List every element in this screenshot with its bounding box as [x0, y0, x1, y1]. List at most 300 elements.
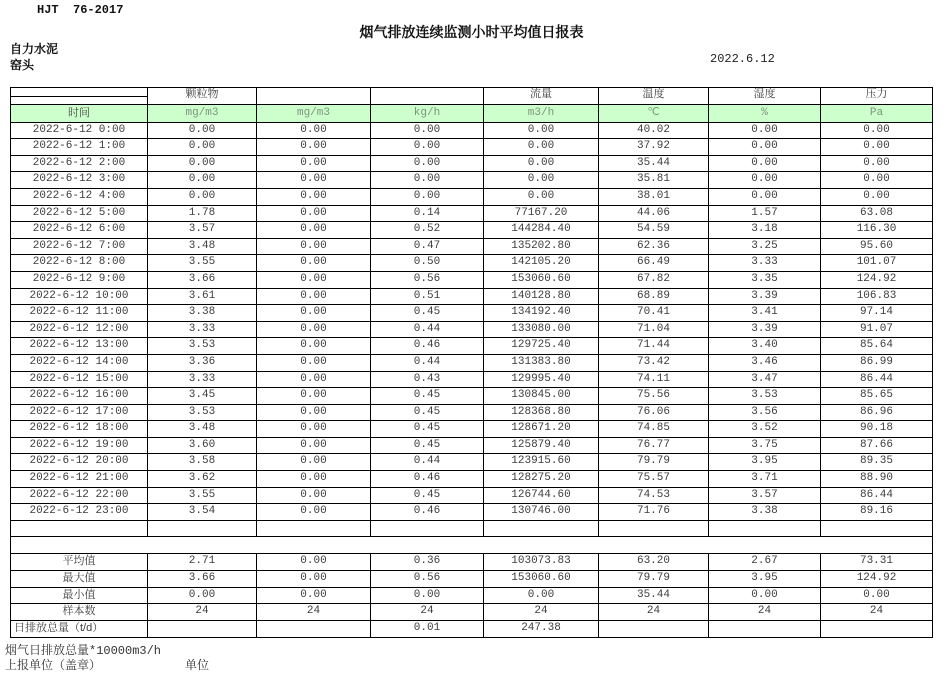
- value-cell: 3.52: [709, 421, 821, 438]
- value-cell: 89.35: [821, 454, 933, 471]
- table-row: [11, 504, 933, 521]
- value-cell: 0.45: [371, 421, 484, 438]
- value-cell: 3.18: [709, 222, 821, 239]
- value-cell: 88.90: [821, 471, 933, 488]
- value-cell: 3.40: [709, 338, 821, 355]
- value-cell: 62.36: [599, 238, 709, 255]
- value-cell: 66.49: [599, 255, 709, 272]
- time-cell: 2022-6-12 23:00: [11, 504, 148, 521]
- time-cell: 2022-6-12 5:00: [11, 205, 148, 222]
- value-cell: 3.48: [148, 238, 257, 255]
- value-cell: 0.00: [821, 122, 933, 139]
- value-cell: 67.82: [599, 271, 709, 288]
- value-cell: 129995.40: [484, 371, 599, 388]
- monitoring-table: [10, 87, 933, 638]
- value-cell: 0.52: [371, 222, 484, 239]
- value-cell: 0.00: [371, 122, 484, 139]
- value-cell: 0.00: [821, 188, 933, 205]
- value-cell: 0.43: [371, 371, 484, 388]
- summary-value-cell: [257, 621, 371, 638]
- value-cell: 0.00: [148, 122, 257, 139]
- value-cell: 71.44: [599, 338, 709, 355]
- summary-value-cell: 0.00: [257, 587, 371, 604]
- value-cell: 3.25: [709, 238, 821, 255]
- value-cell: 3.36: [148, 354, 257, 371]
- report-date: 2022.6.12: [710, 52, 775, 66]
- value-cell: 3.45: [148, 388, 257, 405]
- time-cell: 2022-6-12 21:00: [11, 471, 148, 488]
- time-cell: 2022-6-12 15:00: [11, 371, 148, 388]
- value-cell: 0.00: [484, 139, 599, 156]
- table-row: [11, 471, 933, 488]
- empty-cell: [709, 520, 821, 537]
- group-header-cell: 湿度: [709, 88, 821, 105]
- unit-cell: mg/m3: [257, 104, 371, 122]
- value-cell: 0.00: [257, 122, 371, 139]
- summary-value-cell: 124.92: [821, 570, 933, 587]
- value-cell: 123915.60: [484, 454, 599, 471]
- value-cell: 0.14: [371, 205, 484, 222]
- value-cell: 3.39: [709, 288, 821, 305]
- value-cell: 133080.00: [484, 321, 599, 338]
- value-cell: 79.79: [599, 454, 709, 471]
- value-cell: 0.00: [148, 155, 257, 172]
- table-row: [11, 238, 933, 255]
- value-cell: 0.00: [484, 155, 599, 172]
- summary-value-cell: 24: [371, 604, 484, 621]
- summary-value-cell: 0.00: [821, 587, 933, 604]
- value-cell: 3.57: [709, 487, 821, 504]
- unit-label: 单位: [185, 658, 210, 672]
- value-cell: 0.46: [371, 504, 484, 521]
- value-cell: 0.00: [709, 155, 821, 172]
- value-cell: 3.55: [148, 255, 257, 272]
- unit-header-row: [11, 104, 933, 122]
- value-cell: 3.71: [709, 471, 821, 488]
- value-cell: 1.57: [709, 205, 821, 222]
- time-cell: 2022-6-12 4:00: [11, 188, 148, 205]
- value-cell: 0.00: [371, 155, 484, 172]
- summary-value-cell: 153060.60: [484, 570, 599, 587]
- value-cell: 0.45: [371, 437, 484, 454]
- table-row: [11, 288, 933, 305]
- value-cell: 91.07: [821, 321, 933, 338]
- value-cell: 0.00: [257, 288, 371, 305]
- summary-value-cell: 3.66: [148, 570, 257, 587]
- value-cell: 0.00: [257, 454, 371, 471]
- summary-value-cell: 73.31: [821, 554, 933, 571]
- value-cell: 85.65: [821, 388, 933, 405]
- value-cell: 3.41: [709, 305, 821, 322]
- value-cell: 37.92: [599, 139, 709, 156]
- value-cell: 0.46: [371, 471, 484, 488]
- summary-value-cell: 247.38: [484, 621, 599, 638]
- value-cell: 0.45: [371, 487, 484, 504]
- value-cell: 38.01: [599, 188, 709, 205]
- empty-row: [11, 520, 933, 537]
- value-cell: 3.62: [148, 471, 257, 488]
- value-cell: 86.99: [821, 354, 933, 371]
- summary-value-cell: 35.44: [599, 587, 709, 604]
- value-cell: 0.00: [709, 122, 821, 139]
- table-row: [11, 122, 933, 139]
- value-cell: 153060.60: [484, 271, 599, 288]
- value-cell: 0.56: [371, 271, 484, 288]
- value-cell: 0.51: [371, 288, 484, 305]
- value-cell: 0.44: [371, 454, 484, 471]
- value-cell: 73.42: [599, 354, 709, 371]
- value-cell: 0.00: [257, 188, 371, 205]
- group-header-row: [11, 88, 933, 105]
- summary-value-cell: 0.01: [371, 621, 484, 638]
- value-cell: 3.39: [709, 321, 821, 338]
- value-cell: 129725.40: [484, 338, 599, 355]
- value-cell: 3.55: [148, 487, 257, 504]
- summary-row: [11, 570, 933, 587]
- value-cell: 71.04: [599, 321, 709, 338]
- table-row: [11, 271, 933, 288]
- value-cell: 101.07: [821, 255, 933, 272]
- value-cell: 87.66: [821, 437, 933, 454]
- doc-code: HJT 76-2017: [37, 3, 124, 17]
- table-row: [11, 487, 933, 504]
- time-cell: 2022-6-12 17:00: [11, 404, 148, 421]
- value-cell: 3.38: [709, 504, 821, 521]
- empty-cell: [11, 520, 148, 537]
- time-cell: 2022-6-12 11:00: [11, 305, 148, 322]
- company-name: 自力水泥: [10, 42, 59, 56]
- table-row: [11, 421, 933, 438]
- table-row: [11, 404, 933, 421]
- value-cell: 0.00: [257, 487, 371, 504]
- value-cell: 0.00: [257, 222, 371, 239]
- summary-label: 平均值: [11, 554, 148, 571]
- empty-cell: [821, 520, 933, 537]
- value-cell: 0.00: [148, 172, 257, 189]
- value-cell: 0.47: [371, 238, 484, 255]
- summary-value-cell: 24: [821, 604, 933, 621]
- value-cell: 75.57: [599, 471, 709, 488]
- summary-value-cell: 0.00: [709, 587, 821, 604]
- value-cell: 0.00: [257, 172, 371, 189]
- value-cell: 0.00: [257, 205, 371, 222]
- group-header-cell: [257, 88, 371, 105]
- value-cell: 128275.20: [484, 471, 599, 488]
- value-cell: 0.44: [371, 354, 484, 371]
- summary-label: 样本数: [11, 604, 148, 621]
- value-cell: 0.00: [709, 172, 821, 189]
- value-cell: 0.00: [257, 271, 371, 288]
- value-cell: 44.06: [599, 205, 709, 222]
- value-cell: 54.59: [599, 222, 709, 239]
- value-cell: 0.00: [257, 437, 371, 454]
- summary-value-cell: 103073.83: [484, 554, 599, 571]
- value-cell: 3.57: [148, 222, 257, 239]
- value-cell: 3.61: [148, 288, 257, 305]
- value-cell: 3.53: [709, 388, 821, 405]
- value-cell: 3.66: [148, 271, 257, 288]
- value-cell: 126744.60: [484, 487, 599, 504]
- value-cell: 128368.80: [484, 404, 599, 421]
- value-cell: 86.96: [821, 404, 933, 421]
- table-row: [11, 188, 933, 205]
- value-cell: 3.46: [709, 354, 821, 371]
- time-cell: 2022-6-12 10:00: [11, 288, 148, 305]
- summary-row: [11, 554, 933, 571]
- time-cell: 2022-6-12 1:00: [11, 139, 148, 156]
- value-cell: 85.64: [821, 338, 933, 355]
- unit-cell: ℃: [599, 104, 709, 122]
- value-cell: 0.00: [821, 139, 933, 156]
- summary-value-cell: [709, 621, 821, 638]
- value-cell: 0.45: [371, 388, 484, 405]
- value-cell: 3.33: [148, 371, 257, 388]
- table-row: [11, 338, 933, 355]
- empty-cell: [371, 520, 484, 537]
- value-cell: 0.50: [371, 255, 484, 272]
- header-divider-line: [11, 96, 147, 97]
- value-cell: 135202.80: [484, 238, 599, 255]
- summary-row: [11, 587, 933, 604]
- group-header-cell: [11, 88, 148, 105]
- value-cell: 3.35: [709, 271, 821, 288]
- value-cell: 35.81: [599, 172, 709, 189]
- time-cell: 2022-6-12 13:00: [11, 338, 148, 355]
- table-row: [11, 305, 933, 322]
- value-cell: 89.16: [821, 504, 933, 521]
- value-cell: 97.14: [821, 305, 933, 322]
- time-cell: 2022-6-12 18:00: [11, 421, 148, 438]
- time-cell: 2022-6-12 3:00: [11, 172, 148, 189]
- summary-value-cell: 24: [599, 604, 709, 621]
- value-cell: 140128.80: [484, 288, 599, 305]
- value-cell: 3.60: [148, 437, 257, 454]
- value-cell: 76.06: [599, 404, 709, 421]
- time-cell: 2022-6-12 2:00: [11, 155, 148, 172]
- summary-value-cell: [821, 621, 933, 638]
- value-cell: 3.33: [709, 255, 821, 272]
- value-cell: 0.00: [257, 305, 371, 322]
- value-cell: 0.45: [371, 404, 484, 421]
- table-row: [11, 321, 933, 338]
- report-unit-label: 上报单位（盖章）: [5, 658, 102, 672]
- time-cell: 2022-6-12 7:00: [11, 238, 148, 255]
- empty-cell: [257, 520, 371, 537]
- unit-cell: %: [709, 104, 821, 122]
- value-cell: 86.44: [821, 371, 933, 388]
- summary-value-cell: 24: [257, 604, 371, 621]
- table-row: [11, 437, 933, 454]
- group-header-cell: 颗粒物: [148, 88, 257, 105]
- empty-cell: [599, 520, 709, 537]
- value-cell: 3.33: [148, 321, 257, 338]
- time-cell: 2022-6-12 20:00: [11, 454, 148, 471]
- summary-label: 日排放总量（t/d）: [11, 621, 148, 638]
- empty-cell: [484, 520, 599, 537]
- value-cell: 116.30: [821, 222, 933, 239]
- value-cell: 3.48: [148, 421, 257, 438]
- summary-row: [11, 604, 933, 621]
- table-row: [11, 454, 933, 471]
- value-cell: 86.44: [821, 487, 933, 504]
- value-cell: 0.00: [709, 139, 821, 156]
- table-row: [11, 155, 933, 172]
- group-header-cell: [371, 88, 484, 105]
- value-cell: 0.00: [709, 188, 821, 205]
- time-cell: 2022-6-12 12:00: [11, 321, 148, 338]
- value-cell: 0.00: [484, 188, 599, 205]
- spacer-row: [11, 537, 933, 554]
- value-cell: 74.11: [599, 371, 709, 388]
- group-header-cell: 压力: [821, 88, 933, 105]
- value-cell: 74.53: [599, 487, 709, 504]
- summary-value-cell: 3.95: [709, 570, 821, 587]
- time-cell: 2022-6-12 19:00: [11, 437, 148, 454]
- value-cell: 106.83: [821, 288, 933, 305]
- value-cell: 0.00: [484, 122, 599, 139]
- table-row: [11, 222, 933, 239]
- value-cell: 35.44: [599, 155, 709, 172]
- value-cell: 40.02: [599, 122, 709, 139]
- value-cell: 74.85: [599, 421, 709, 438]
- summary-value-cell: 0.00: [484, 587, 599, 604]
- value-cell: 1.78: [148, 205, 257, 222]
- summary-value-cell: 24: [148, 604, 257, 621]
- summary-value-cell: 0.00: [257, 570, 371, 587]
- spacer-cell: [11, 537, 933, 554]
- value-cell: 0.00: [257, 421, 371, 438]
- value-cell: 0.00: [821, 155, 933, 172]
- value-cell: 0.00: [371, 172, 484, 189]
- value-cell: 0.45: [371, 305, 484, 322]
- station-name: 窑头: [10, 58, 35, 72]
- value-cell: 130845.00: [484, 388, 599, 405]
- summary-value-cell: 0.36: [371, 554, 484, 571]
- time-cell: 2022-6-12 22:00: [11, 487, 148, 504]
- value-cell: 0.00: [257, 354, 371, 371]
- value-cell: 3.95: [709, 454, 821, 471]
- table-row: [11, 388, 933, 405]
- time-cell: 2022-6-12 9:00: [11, 271, 148, 288]
- value-cell: 3.56: [709, 404, 821, 421]
- value-cell: 0.00: [257, 371, 371, 388]
- group-header-cell: 流量: [484, 88, 599, 105]
- time-cell: 2022-6-12 6:00: [11, 222, 148, 239]
- value-cell: 77167.20: [484, 205, 599, 222]
- value-cell: 0.00: [371, 139, 484, 156]
- value-cell: 70.41: [599, 305, 709, 322]
- value-cell: 95.60: [821, 238, 933, 255]
- footer-note: 烟气日排放总量*10000m3/h: [5, 644, 162, 658]
- value-cell: 125879.40: [484, 437, 599, 454]
- summary-value-cell: [599, 621, 709, 638]
- value-cell: 3.54: [148, 504, 257, 521]
- value-cell: 0.00: [257, 404, 371, 421]
- value-cell: 144284.40: [484, 222, 599, 239]
- table-row: [11, 172, 933, 189]
- summary-value-cell: 0.00: [371, 587, 484, 604]
- value-cell: 0.00: [257, 471, 371, 488]
- empty-cell: [148, 520, 257, 537]
- time-cell: 2022-6-12 16:00: [11, 388, 148, 405]
- value-cell: 130746.00: [484, 504, 599, 521]
- summary-value-cell: 24: [484, 604, 599, 621]
- value-cell: 68.89: [599, 288, 709, 305]
- value-cell: 63.08: [821, 205, 933, 222]
- value-cell: 0.00: [148, 139, 257, 156]
- value-cell: 0.00: [371, 188, 484, 205]
- value-cell: 0.44: [371, 321, 484, 338]
- unit-cell: mg/m3: [148, 104, 257, 122]
- summary-value-cell: 0.00: [257, 554, 371, 571]
- table-row: [11, 371, 933, 388]
- value-cell: 0.00: [484, 172, 599, 189]
- value-cell: 0.00: [821, 172, 933, 189]
- footer-line: [5, 656, 210, 673]
- value-cell: 3.53: [148, 338, 257, 355]
- time-header-cell: 时间: [11, 104, 148, 122]
- value-cell: 0.00: [257, 321, 371, 338]
- summary-value-cell: [148, 621, 257, 638]
- value-cell: 0.00: [257, 139, 371, 156]
- value-cell: 90.18: [821, 421, 933, 438]
- value-cell: 0.00: [257, 155, 371, 172]
- value-cell: 131383.80: [484, 354, 599, 371]
- summary-value-cell: 2.67: [709, 554, 821, 571]
- summary-value-cell: 63.20: [599, 554, 709, 571]
- value-cell: 3.53: [148, 404, 257, 421]
- value-cell: 0.00: [148, 188, 257, 205]
- value-cell: 0.00: [257, 504, 371, 521]
- time-cell: 2022-6-12 14:00: [11, 354, 148, 371]
- table-row: [11, 139, 933, 156]
- value-cell: 0.00: [257, 255, 371, 272]
- summary-value-cell: 79.79: [599, 570, 709, 587]
- value-cell: 134192.40: [484, 305, 599, 322]
- summary-label: 最小值: [11, 587, 148, 604]
- page-title: 烟气排放连续监测小时平均值日报表: [359, 24, 584, 40]
- value-cell: 71.76: [599, 504, 709, 521]
- summary-value-cell: 2.71: [148, 554, 257, 571]
- value-cell: 142105.20: [484, 255, 599, 272]
- value-cell: 0.00: [257, 238, 371, 255]
- value-cell: 75.56: [599, 388, 709, 405]
- table-row: [11, 255, 933, 272]
- value-cell: 3.75: [709, 437, 821, 454]
- unit-cell: Pa: [821, 104, 933, 122]
- summary-row: [11, 621, 933, 638]
- value-cell: 0.00: [257, 388, 371, 405]
- value-cell: 76.77: [599, 437, 709, 454]
- unit-cell: kg/h: [371, 104, 484, 122]
- value-cell: 3.58: [148, 454, 257, 471]
- value-cell: 124.92: [821, 271, 933, 288]
- summary-value-cell: 0.00: [148, 587, 257, 604]
- time-cell: 2022-6-12 8:00: [11, 255, 148, 272]
- summary-label: 最大值: [11, 570, 148, 587]
- table-row: [11, 354, 933, 371]
- table-row: [11, 205, 933, 222]
- value-cell: 128671.20: [484, 421, 599, 438]
- value-cell: 3.38: [148, 305, 257, 322]
- group-header-cell: 温度: [599, 88, 709, 105]
- value-cell: 3.47: [709, 371, 821, 388]
- value-cell: 0.46: [371, 338, 484, 355]
- time-cell: 2022-6-12 0:00: [11, 122, 148, 139]
- summary-value-cell: 24: [709, 604, 821, 621]
- summary-value-cell: 0.56: [371, 570, 484, 587]
- unit-cell: m3/h: [484, 104, 599, 122]
